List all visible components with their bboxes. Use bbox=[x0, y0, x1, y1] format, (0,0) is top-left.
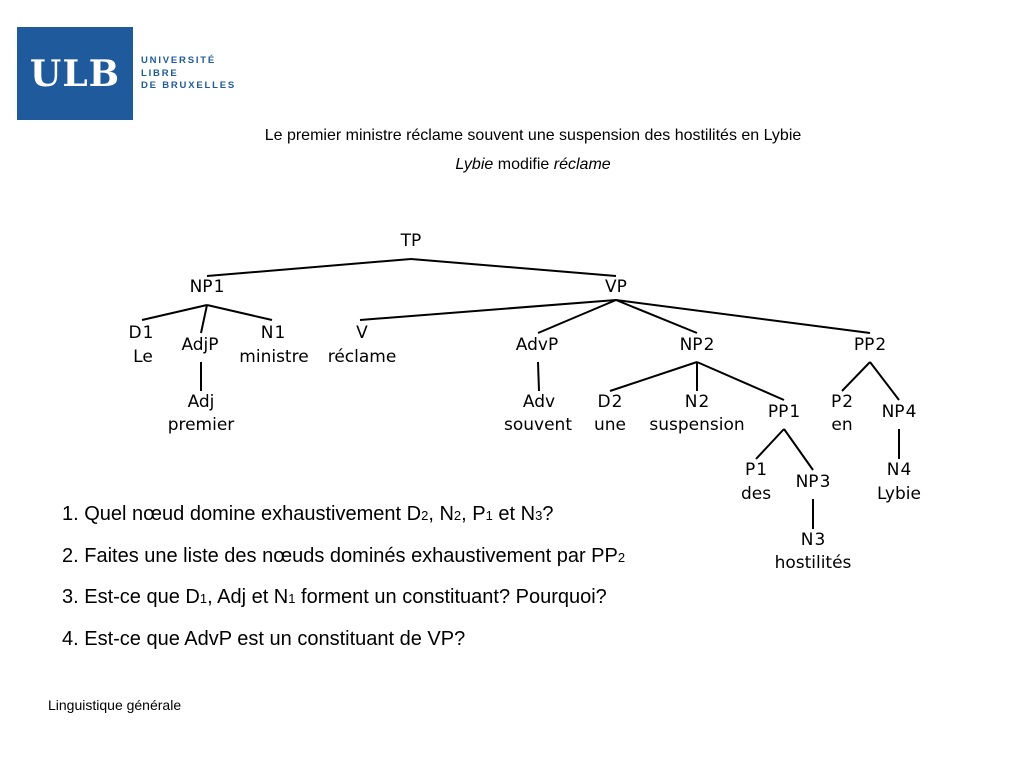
modified-word: réclame bbox=[553, 156, 611, 173]
node-en: en bbox=[831, 415, 853, 435]
node-premier: premier bbox=[167, 415, 235, 435]
example-sentence: Le premier ministre réclame souvent une suspension des hostilités en Lybie bbox=[264, 127, 802, 144]
question-list bbox=[62, 503, 625, 669]
question-1: 1. Quel nœud domine exhaustivement D2, N2, P1 et N3? bbox=[62, 503, 554, 525]
edge-pp2-p2 bbox=[842, 362, 870, 391]
logo-line-3: DE BRUXELLES bbox=[141, 80, 236, 91]
node-adjp: AdjP bbox=[181, 335, 219, 355]
node-une: une bbox=[593, 415, 627, 435]
node-d1: D1 bbox=[128, 323, 154, 343]
edge-pp2-np4 bbox=[870, 362, 899, 400]
node-p1: P1 bbox=[744, 460, 768, 480]
node-pp2: PP2 bbox=[853, 335, 887, 355]
node-adv: Adv bbox=[522, 392, 556, 412]
edge-advp-adv bbox=[538, 362, 539, 391]
node-hostilites: hostilités bbox=[774, 553, 852, 573]
question-4: 4. Est-ce que AdvP est un constituant de VP? bbox=[62, 627, 466, 650]
node-suspension: suspension bbox=[649, 415, 745, 435]
modifier-verb: modifie bbox=[497, 156, 550, 173]
tree-edges bbox=[142, 259, 899, 529]
edge-np1-n1 bbox=[207, 305, 272, 320]
edge-pp1-p1 bbox=[756, 429, 784, 459]
edge-np2-pp1 bbox=[697, 362, 784, 400]
node-lybie: Lybie bbox=[877, 484, 921, 504]
node-des: des bbox=[740, 484, 772, 504]
node-advp: AdvP bbox=[515, 335, 559, 355]
logo-line-2: LIBRE bbox=[141, 67, 179, 79]
modifier-word: Lybie bbox=[455, 156, 494, 173]
footer-course-title: Linguistique générale bbox=[48, 697, 182, 713]
logo-line-1: UNIVERSITÉ bbox=[141, 55, 217, 66]
node-d2: D2 bbox=[597, 392, 623, 412]
node-n2: N2 bbox=[684, 392, 710, 412]
edge-np2-d2 bbox=[610, 362, 697, 391]
node-reclame: réclame bbox=[327, 347, 397, 367]
node-n1: N1 bbox=[260, 323, 286, 343]
node-le: Le bbox=[133, 347, 153, 367]
edge-np1-d1 bbox=[142, 305, 207, 320]
node-p2: P2 bbox=[830, 392, 854, 412]
logo-letters: ULB bbox=[29, 52, 121, 95]
edge-pp1-np3 bbox=[784, 429, 813, 470]
node-adj: Adj bbox=[187, 392, 215, 412]
node-souvent: souvent bbox=[504, 415, 572, 435]
node-np2: NP2 bbox=[679, 335, 715, 355]
node-v: V bbox=[356, 323, 368, 343]
node-tp: TP bbox=[400, 231, 422, 251]
node-pp1: PP1 bbox=[767, 402, 801, 422]
edge-tp-np1 bbox=[207, 259, 411, 276]
node-n3: N3 bbox=[800, 530, 826, 550]
node-np3: NP3 bbox=[795, 472, 831, 492]
node-ministre: ministre bbox=[239, 347, 309, 367]
question-2: 2. Faites une liste des nœuds dominés exhaustivement par PP2 bbox=[62, 544, 626, 567]
edge-np1-adjp bbox=[201, 305, 207, 333]
node-vp: VP bbox=[605, 277, 627, 297]
node-np1: NP1 bbox=[189, 277, 225, 297]
node-np4: NP4 bbox=[881, 402, 917, 422]
node-n4: N4 bbox=[886, 460, 912, 480]
edge-tp-vp bbox=[411, 259, 616, 276]
question-3: 3. Est-ce que D1, Adj et N1 forment un constituant? Pourquoi? bbox=[62, 586, 607, 608]
